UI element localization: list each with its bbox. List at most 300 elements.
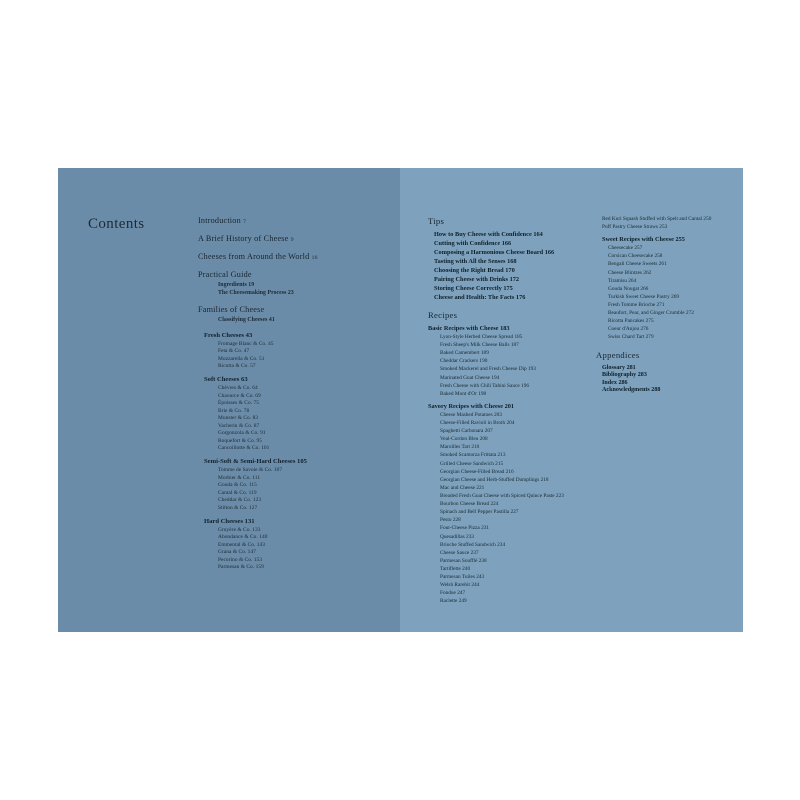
toc-label: Brie & Co. bbox=[218, 407, 243, 414]
list-item[interactable] bbox=[440, 566, 578, 573]
toc-page: 87 bbox=[253, 422, 260, 429]
toc-page: 233 bbox=[466, 533, 474, 540]
toc-section-families[interactable]: Families of Cheese bbox=[198, 304, 265, 314]
toc-label: Gouda & Co. bbox=[218, 482, 248, 488]
toc-page: 111 bbox=[252, 474, 261, 481]
toc-page: 172 bbox=[509, 276, 520, 283]
list-item[interactable] bbox=[440, 342, 578, 349]
toc-label: Fondue bbox=[440, 590, 456, 597]
list-item[interactable] bbox=[218, 542, 388, 548]
toc-label: Corsican Cheesecake bbox=[608, 253, 654, 260]
list-item[interactable] bbox=[440, 452, 578, 459]
toc-section-appendices[interactable]: Appendices bbox=[596, 349, 640, 360]
toc-page: 183 bbox=[500, 325, 510, 332]
toc-group-heading[interactable] bbox=[204, 376, 388, 383]
toc-label: Cheesecake bbox=[608, 245, 633, 252]
toc-label: Fromage Blanc & Co. bbox=[218, 340, 267, 347]
toc-page: 170 bbox=[505, 267, 515, 274]
toc-page: 78 bbox=[243, 407, 250, 414]
toc-page: 257 bbox=[634, 245, 643, 252]
toc-subsection-sweet-recipes[interactable] bbox=[602, 236, 736, 243]
toc-page: 244 bbox=[471, 582, 480, 589]
right-toc-column-a bbox=[428, 216, 578, 607]
toc-label: Index bbox=[602, 379, 617, 386]
list-item[interactable] bbox=[440, 542, 578, 549]
toc-page: 266 bbox=[640, 285, 649, 292]
toc-page: 215 bbox=[495, 460, 504, 467]
list-item[interactable] bbox=[434, 258, 578, 265]
list-item[interactable] bbox=[608, 326, 736, 333]
list-item[interactable] bbox=[440, 550, 578, 557]
toc-label: Cheese and Health: The Facts bbox=[434, 294, 515, 301]
toc-group-heading[interactable] bbox=[204, 518, 388, 525]
toc-label: Cheddar Crackers bbox=[440, 358, 479, 365]
toc-label: Introduction bbox=[198, 216, 241, 225]
toc-item-ingredients[interactable] bbox=[218, 282, 388, 288]
toc-label: Baked Mont d'Or bbox=[440, 390, 477, 397]
right-toc-column-b bbox=[596, 216, 736, 395]
list-item[interactable] bbox=[602, 216, 736, 223]
list-item[interactable] bbox=[218, 348, 388, 354]
toc-label: Bibliography bbox=[602, 372, 637, 379]
toc-page: 164 bbox=[533, 231, 543, 238]
toc-page: 228 bbox=[452, 517, 461, 524]
toc-page: 41 bbox=[268, 316, 275, 323]
toc-label: Marinated Goat Cheese bbox=[440, 374, 491, 381]
toc-page: 216 bbox=[505, 468, 514, 475]
left-page bbox=[58, 168, 400, 632]
toc-page: 253 bbox=[659, 224, 668, 231]
toc-label: Grilled Cheese Sandwich bbox=[440, 460, 494, 467]
toc-label: Bengali Cheese Sweets bbox=[608, 261, 658, 268]
toc-label: Emmental & Co. bbox=[218, 541, 256, 548]
list-item[interactable] bbox=[218, 549, 388, 555]
toc-label: Semi-Soft & Semi-Hard Cheeses bbox=[204, 458, 296, 465]
toc-label: Cheeses from Around the World bbox=[198, 252, 310, 261]
toc-label: Turkish Sweet Cheese Pastry bbox=[608, 293, 670, 300]
toc-label: Ricotta & Co. bbox=[218, 363, 249, 369]
toc-page: 64 bbox=[252, 385, 258, 391]
list-item[interactable] bbox=[440, 534, 578, 541]
toc-page: 168 bbox=[507, 258, 517, 265]
toc-page: 175 bbox=[503, 285, 513, 292]
toc-page: 119 bbox=[248, 489, 257, 496]
list-item[interactable] bbox=[440, 358, 578, 365]
toc-page: 276 bbox=[640, 326, 649, 333]
toc-item-classifying-cheeses[interactable] bbox=[218, 317, 388, 323]
toc-label: Pairing Cheese with Drinks bbox=[434, 276, 508, 283]
list-item[interactable] bbox=[440, 590, 578, 597]
list-item[interactable] bbox=[608, 302, 736, 309]
toc-label: Swiss Chard Tart bbox=[608, 334, 645, 341]
toc-label: Fresh Tomme Brioche bbox=[608, 301, 656, 308]
toc-page: 176 bbox=[515, 294, 526, 301]
toc-page: 283 bbox=[637, 372, 647, 379]
toc-page: 153 bbox=[253, 556, 263, 563]
toc-label: Stilton & Co. bbox=[218, 504, 248, 511]
toc-label: Sweet Recipes with Cheese bbox=[602, 236, 674, 244]
toc-page: 243 bbox=[476, 574, 485, 581]
toc-page: 250 bbox=[703, 216, 712, 222]
list-item[interactable] bbox=[218, 341, 388, 347]
toc-label: Cheese-Filled Ravioli in Broth bbox=[440, 419, 506, 426]
list-item[interactable] bbox=[440, 477, 578, 484]
toc-label: Munster & Co. bbox=[218, 415, 252, 421]
list-item[interactable] bbox=[440, 444, 578, 451]
toc-page: 281 bbox=[626, 364, 636, 371]
toc-label: Morbier & Co. bbox=[218, 474, 251, 481]
toc-entry-around-the-world[interactable] bbox=[198, 252, 388, 261]
list-item[interactable] bbox=[218, 527, 388, 533]
list-item[interactable] bbox=[608, 310, 736, 317]
toc-page: 140 bbox=[259, 534, 268, 540]
toc-label: Époisses & Co. bbox=[218, 400, 253, 406]
toc-label: Welsh Rarebit bbox=[440, 582, 471, 589]
toc-group-heading[interactable] bbox=[204, 332, 388, 339]
toc-page: 210 bbox=[471, 444, 480, 451]
list-item[interactable] bbox=[608, 286, 736, 293]
toc-label: Chaource & Co. bbox=[218, 392, 254, 399]
toc-label: Pesto bbox=[440, 517, 452, 524]
toc-label: Cheese Sauce bbox=[440, 549, 470, 556]
toc-subsection-basic-recipes[interactable] bbox=[428, 325, 578, 332]
toc-label: Parmesan Soufflé bbox=[440, 557, 478, 564]
list-item[interactable] bbox=[218, 445, 388, 451]
list-item[interactable] bbox=[218, 408, 388, 414]
list-item[interactable] bbox=[218, 564, 388, 570]
toc-label: The Cheesemaking Process bbox=[218, 289, 287, 296]
toc-entry-introduction[interactable] bbox=[198, 216, 388, 225]
toc-label: Brioche Stuffed Sandwich bbox=[440, 541, 496, 548]
list-item[interactable] bbox=[434, 231, 578, 238]
toc-section-practical-guide[interactable]: Practical Guide bbox=[198, 270, 252, 279]
list-item[interactable] bbox=[602, 380, 736, 386]
list-item[interactable] bbox=[440, 334, 578, 341]
toc-label: A Brief History of Cheese bbox=[198, 234, 289, 243]
toc-page: 203 bbox=[494, 411, 502, 418]
toc-label: Cheese Blintzes bbox=[608, 269, 642, 276]
toc-entry-history[interactable] bbox=[198, 234, 388, 243]
toc-label: Tomme de Savoie & Co. bbox=[218, 467, 273, 473]
toc-page: 123 bbox=[252, 497, 262, 503]
toc-label: Cheddar & Co. bbox=[218, 497, 252, 503]
toc-label: Quesadillas bbox=[440, 533, 465, 540]
toc-page: 204 bbox=[506, 419, 515, 426]
toc-label: Lyon-Style Herbed Cheese Spread bbox=[440, 334, 514, 340]
list-item[interactable] bbox=[218, 482, 388, 488]
list-item[interactable] bbox=[218, 534, 388, 540]
toc-label: Classifying Cheeses bbox=[218, 316, 268, 323]
toc-page: 213 bbox=[497, 452, 506, 459]
list-item[interactable] bbox=[218, 475, 388, 481]
toc-page: 255 bbox=[675, 236, 685, 244]
toc-page: 7 bbox=[243, 219, 247, 225]
toc-page: 115 bbox=[248, 482, 257, 488]
toc-page: 240 bbox=[462, 565, 471, 572]
list-item[interactable] bbox=[218, 423, 388, 429]
toc-label: Parmesan Tuiles bbox=[440, 574, 475, 581]
toc-page: 249 bbox=[458, 598, 467, 605]
toc-page: 159 bbox=[255, 564, 264, 570]
list-item[interactable] bbox=[608, 318, 736, 325]
toc-page: 238 bbox=[478, 557, 487, 564]
toc-page: 19 bbox=[248, 282, 255, 288]
toc-page: 261 bbox=[658, 261, 667, 268]
toc-page: 187 bbox=[510, 342, 519, 349]
list-item[interactable] bbox=[218, 430, 388, 436]
toc-page: 101 bbox=[261, 445, 270, 451]
list-item[interactable] bbox=[440, 598, 578, 605]
toc-label: Cancoillotte & Co. bbox=[218, 445, 260, 451]
list-item[interactable] bbox=[440, 350, 578, 357]
toc-label: Georgian Cheese and Herb-Stuffed Dumplings bbox=[440, 476, 540, 483]
toc-page: 95 bbox=[256, 437, 263, 444]
toc-subsection-savory-recipes[interactable] bbox=[428, 403, 578, 410]
toc-page: 198 bbox=[478, 390, 487, 397]
toc-label: Glossary bbox=[602, 364, 626, 371]
list-item[interactable] bbox=[218, 385, 388, 391]
list-item[interactable] bbox=[440, 493, 578, 500]
toc-page: 69 bbox=[255, 392, 261, 399]
toc-label: Fresh Cheeses bbox=[204, 331, 244, 339]
toc-label: Georgian Cheese-Filled Bread bbox=[440, 468, 505, 475]
toc-page: 189 bbox=[480, 350, 489, 357]
list-item[interactable] bbox=[434, 285, 578, 292]
toc-section-recipes[interactable]: Recipes bbox=[428, 310, 458, 320]
list-item[interactable] bbox=[434, 267, 578, 274]
list-item[interactable] bbox=[440, 574, 578, 581]
toc-label: Fresh Sheep's Milk Cheese Balls bbox=[440, 342, 510, 349]
toc-label: Ingredients bbox=[218, 282, 247, 288]
list-item[interactable] bbox=[440, 485, 578, 492]
toc-label: Acknowledgments bbox=[602, 387, 650, 394]
toc-page: 227 bbox=[510, 509, 519, 516]
toc-page: 201 bbox=[504, 402, 515, 410]
toc-group-semi-soft-semi-hard-cheeses bbox=[198, 458, 388, 511]
toc-page: 105 bbox=[297, 458, 307, 465]
page-title: Contents bbox=[88, 216, 145, 232]
toc-label: Gouda Nougat bbox=[608, 285, 640, 292]
toc-label: Grana & Co. bbox=[218, 549, 247, 555]
toc-label: Vacherin & Co. bbox=[218, 422, 253, 429]
book-spread bbox=[58, 168, 743, 632]
list-item[interactable] bbox=[440, 509, 578, 516]
list-item[interactable] bbox=[608, 253, 736, 260]
list-item[interactable] bbox=[218, 467, 388, 473]
toc-label: Cutting with Confidence bbox=[434, 240, 501, 247]
list-item[interactable] bbox=[440, 428, 578, 435]
list-item[interactable] bbox=[440, 391, 578, 398]
list-item[interactable] bbox=[608, 334, 736, 341]
list-item[interactable] bbox=[440, 501, 578, 508]
toc-label: Choosing the Right Bread bbox=[434, 267, 504, 274]
list-item[interactable] bbox=[440, 436, 578, 443]
list-item[interactable] bbox=[434, 249, 578, 256]
toc-page: 166 bbox=[501, 240, 512, 247]
toc-page: 185 bbox=[514, 334, 523, 340]
toc-label: Ricotta Pancakes bbox=[608, 318, 645, 325]
toc-label: Gorgonzola & Co. bbox=[218, 430, 259, 436]
toc-page: 288 bbox=[651, 387, 661, 394]
list-item[interactable] bbox=[440, 366, 578, 373]
toc-page: 272 bbox=[685, 310, 694, 317]
toc-page: 166 bbox=[544, 249, 555, 256]
toc-label: Spinach and Bell Pepper Pastilla bbox=[440, 509, 510, 516]
list-item[interactable] bbox=[440, 525, 578, 532]
toc-page: 45 bbox=[267, 340, 274, 347]
toc-page: 279 bbox=[645, 334, 654, 341]
toc-page: 131 bbox=[244, 517, 255, 525]
list-item[interactable] bbox=[608, 261, 736, 268]
toc-page: 275 bbox=[645, 318, 654, 325]
toc-page: 57 bbox=[250, 363, 256, 369]
toc-label: Smoked Mackerel and Fresh Cheese Dip bbox=[440, 366, 527, 373]
toc-label: Puff Pastry Cheese Straws bbox=[602, 224, 658, 231]
toc-label: Soft Cheeses bbox=[204, 376, 240, 383]
toc-page: 143 bbox=[256, 541, 266, 548]
toc-label: Gruyère & Co. bbox=[218, 526, 251, 533]
toc-page: 262 bbox=[643, 269, 652, 276]
list-item[interactable] bbox=[440, 420, 578, 427]
list-item[interactable] bbox=[218, 393, 388, 399]
toc-group-hard-cheeses bbox=[198, 518, 388, 571]
toc-page: 43 bbox=[245, 331, 253, 339]
toc-page: 194 bbox=[491, 374, 500, 381]
toc-page: 47 bbox=[243, 348, 250, 354]
list-item[interactable] bbox=[602, 365, 736, 371]
toc-page: 196 bbox=[521, 382, 529, 389]
list-item[interactable] bbox=[440, 558, 578, 565]
list-item[interactable] bbox=[218, 490, 388, 496]
toc-page: 223 bbox=[555, 492, 564, 499]
toc-page: 75 bbox=[253, 400, 260, 406]
list-item[interactable] bbox=[440, 461, 578, 468]
toc-label: Chèvres & Co. bbox=[218, 385, 251, 391]
toc-label: Beaufort, Pear, and Ginger Crumble bbox=[608, 310, 685, 317]
toc-page: 208 bbox=[479, 436, 488, 443]
toc-label: Mozzarella & Co. bbox=[218, 355, 258, 362]
toc-label: Roquefort & Co. bbox=[218, 437, 256, 444]
toc-label: Cantal & Co. bbox=[218, 489, 248, 496]
toc-label: Breaded Fresh Goat Cheese with Spiced Quince Paste bbox=[440, 492, 555, 499]
toc-label: Basic Recipes with Cheese bbox=[428, 325, 499, 332]
toc-page: 218 bbox=[540, 476, 549, 483]
list-item[interactable] bbox=[218, 557, 388, 563]
toc-label: Spaghetti Carbonara bbox=[440, 428, 484, 435]
toc-group-heading[interactable] bbox=[204, 458, 388, 465]
toc-page: 264 bbox=[628, 277, 637, 284]
toc-page: 271 bbox=[656, 301, 665, 308]
toc-page: 127 bbox=[248, 504, 258, 511]
list-item[interactable] bbox=[218, 505, 388, 511]
list-item[interactable] bbox=[608, 270, 736, 277]
toc-page: 231 bbox=[481, 525, 490, 532]
toc-label: Baked Camembert bbox=[440, 350, 480, 357]
toc-label: Cheese Mashed Potatoes bbox=[440, 411, 493, 418]
toc-label: Mac and Cheese bbox=[440, 484, 476, 491]
list-item[interactable] bbox=[608, 294, 736, 301]
list-item[interactable] bbox=[602, 224, 736, 231]
list-item[interactable] bbox=[218, 400, 388, 406]
list-item[interactable] bbox=[434, 240, 578, 247]
toc-page: 221 bbox=[476, 484, 485, 491]
toc-label: Feta & Co. bbox=[218, 348, 243, 354]
toc-label: Hard Cheeses bbox=[204, 517, 244, 525]
toc-label: Storing Cheese Correctly bbox=[434, 285, 502, 292]
toc-page: 9 bbox=[290, 237, 294, 243]
toc-label: Tartiflette bbox=[440, 565, 461, 572]
toc-label: Savory Recipes with Cheese bbox=[428, 402, 504, 410]
list-item[interactable] bbox=[602, 387, 736, 393]
toc-item-cheesemaking-process[interactable] bbox=[218, 290, 388, 296]
list-item[interactable] bbox=[434, 276, 578, 283]
toc-page: 190 bbox=[479, 358, 488, 365]
toc-page: 207 bbox=[484, 428, 493, 435]
list-item[interactable] bbox=[602, 372, 736, 378]
list-item[interactable] bbox=[218, 363, 388, 369]
list-item[interactable] bbox=[218, 415, 388, 421]
toc-page: 133 bbox=[252, 526, 261, 533]
toc-page: 193 bbox=[527, 366, 536, 373]
toc-label: Pecorino & Co. bbox=[218, 556, 253, 563]
toc-page: 286 bbox=[618, 379, 628, 386]
toc-page: 83 bbox=[252, 415, 259, 421]
list-item[interactable] bbox=[440, 412, 578, 419]
list-item[interactable] bbox=[608, 245, 736, 252]
list-item[interactable] bbox=[434, 294, 578, 301]
toc-label: Parmesan & Co. bbox=[218, 564, 255, 570]
toc-label: Raclette bbox=[440, 598, 458, 605]
toc-page: 237 bbox=[470, 549, 479, 556]
toc-label: Composing a Harmonious Cheese Board bbox=[434, 249, 544, 256]
toc-label: Fresh Cheese with Chili Tahini Sauce bbox=[440, 382, 520, 389]
toc-page: 16 bbox=[311, 255, 318, 261]
list-item[interactable] bbox=[218, 356, 388, 362]
list-item[interactable] bbox=[608, 278, 736, 285]
right-page bbox=[400, 168, 743, 632]
toc-label: Coeur d'Anjou bbox=[608, 326, 640, 333]
list-item[interactable] bbox=[218, 438, 388, 444]
toc-label: Bourbon Cheese Bread bbox=[440, 501, 490, 508]
toc-group-soft-cheeses bbox=[198, 376, 388, 451]
toc-group-fresh-cheeses bbox=[198, 332, 388, 370]
toc-page: 51 bbox=[258, 355, 265, 362]
toc-label: Tasting with All the Senses bbox=[434, 258, 506, 265]
toc-page: 247 bbox=[457, 590, 466, 597]
toc-section-tips[interactable]: Tips bbox=[428, 216, 445, 226]
toc-page: 234 bbox=[497, 541, 506, 548]
toc-page: 258 bbox=[654, 253, 663, 260]
toc-label: Veal-Cordon Bleu bbox=[440, 436, 479, 443]
left-toc-column bbox=[198, 216, 388, 577]
toc-page: 224 bbox=[490, 501, 499, 508]
list-item[interactable] bbox=[440, 375, 578, 382]
toc-label: Abondance & Co. bbox=[218, 534, 258, 540]
list-item[interactable] bbox=[218, 497, 388, 503]
list-item[interactable] bbox=[440, 517, 578, 524]
toc-page: 107 bbox=[273, 467, 283, 473]
toc-label: Smoked Scamorza Frittata bbox=[440, 452, 497, 459]
toc-page: 63 bbox=[241, 376, 248, 383]
toc-page: 147 bbox=[247, 549, 256, 555]
toc-page: 23 bbox=[287, 289, 294, 296]
toc-label: Maroilles Tart bbox=[440, 444, 470, 451]
toc-label: How to Buy Cheese with Confidence bbox=[434, 231, 532, 238]
list-item[interactable] bbox=[440, 469, 578, 476]
list-item[interactable] bbox=[440, 383, 578, 390]
toc-label: Tiramisu bbox=[608, 277, 627, 284]
list-item[interactable] bbox=[440, 582, 578, 589]
